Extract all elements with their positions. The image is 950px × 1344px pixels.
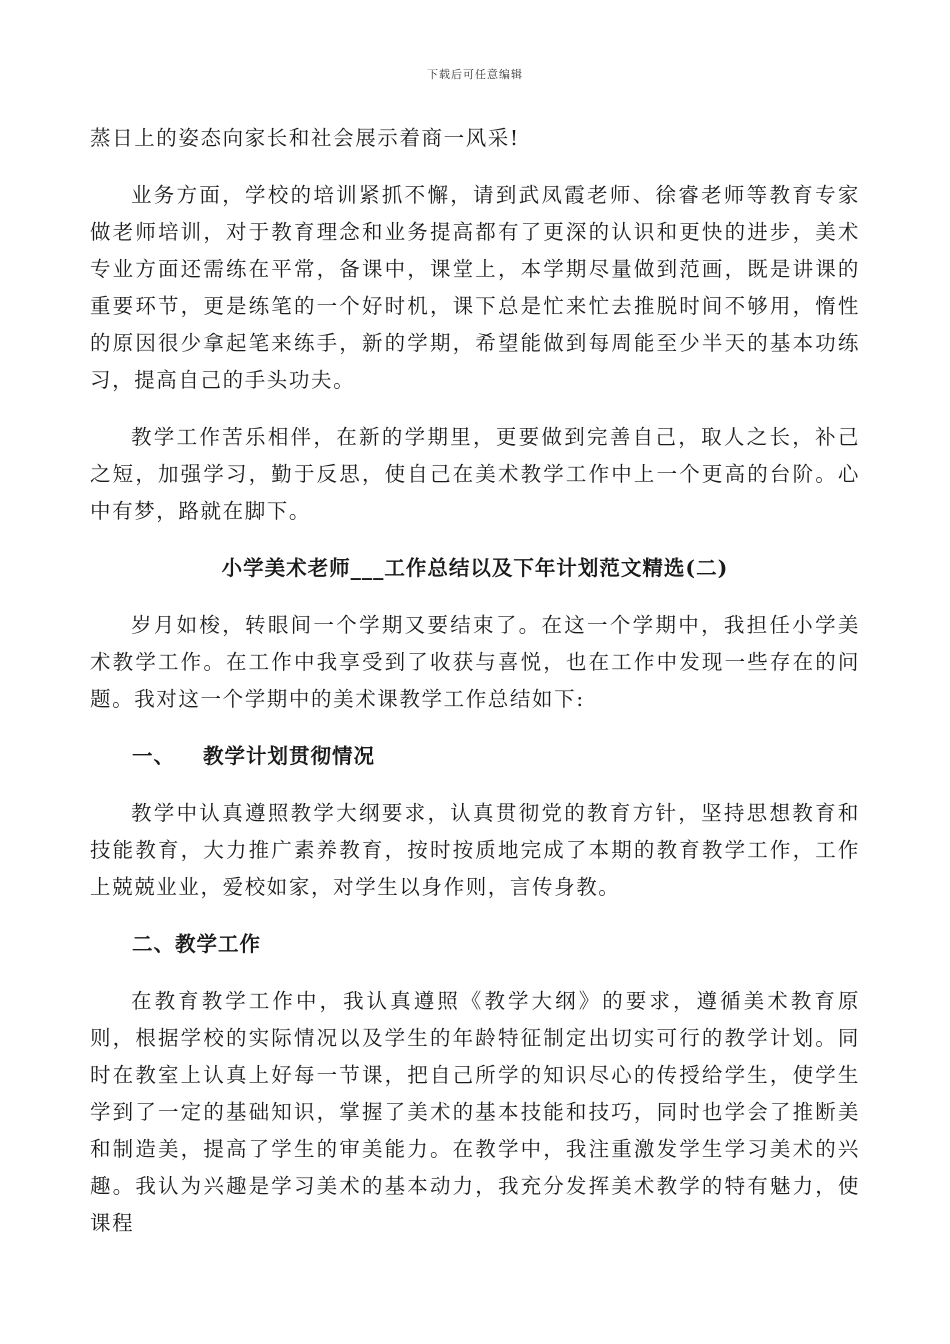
document-title: 小学美术老师___工作总结以及下年计划范文精选(二) xyxy=(221,556,729,580)
section-title: 教学工作 xyxy=(175,932,261,956)
paragraph-intro: 岁月如梭，转眼间一个学期又要结束了。在这一个学期中，我担任小学美术教学工作。在工作中我享受到了收获与喜悦，也在工作中发现一些存在的问题。我对这一个学期中的美术课教学工作总结如下: xyxy=(90,613,860,711)
section-number: 二、 xyxy=(132,932,175,956)
header-note: 下载后可任意编辑 xyxy=(427,68,523,81)
paragraph-business: 业务方面，学校的培训紧抓不懈，请到武凤霞老师、徐睿老师等教育专家做老师培训，对于教育理念和业务提高都有了更深的认识和更快的进步，美术专业方面还需练在平常，备课中，课堂上，本学期尽量做到范画，既是讲课的重要环节，更是练笔的一个好时机，课下总是忙来忙去推脱时间不够用，惰性的原因很少拿起笔来练手，新的学期，希望能做到每周能至少半天的基本功练习，提高自己的手头功夫。 xyxy=(90,183,860,392)
section-title: 教学计划贯彻情况 xyxy=(203,744,375,768)
document-body xyxy=(90,120,860,1262)
section-heading-2 xyxy=(90,926,860,963)
paragraph-teaching-work: 在教育教学工作中，我认真遵照《教学大纲》的要求，遵循美术教育原则，根据学校的实际情况以及学生的年龄特征制定出切实可行的教学计划。同时在教室上认真上好每一节课，把自己所学的知识尽心的传授给学生，使学生学到了一定的基础知识，掌握了美术的基本技能和技巧，同时也学会了推断美和制造美，提高了学生的审美能力。在教学中，我注重激发学生学习美术的兴趣。我认为兴趣是学习美术的基本动力，我充分发挥美术教学的特有魅力，使课程 xyxy=(90,989,860,1235)
section-number: 一、 xyxy=(132,744,175,768)
paragraph-teaching-outlook: 教学工作苦乐相伴，在新的学期里，更要做到完善自己，取人之长，补己之短，加强学习，勤于反思，使自己在美术教学工作中上一个更高的台阶。心中有梦，路就在脚下。 xyxy=(90,425,860,523)
paragraph-continuation: 蒸日上的姿态向家长和社会展示着商一风采! xyxy=(90,126,520,150)
section-heading-1 xyxy=(90,738,860,775)
paragraph-plan: 教学中认真遵照教学大纲要求，认真贯彻党的教育方针，坚持思想教育和技能教育，大力推广素养教育，按时按质地完成了本期的教育教学工作，工作上兢兢业业，爱校如家，对学生以身作则，言传身教。 xyxy=(90,801,860,899)
